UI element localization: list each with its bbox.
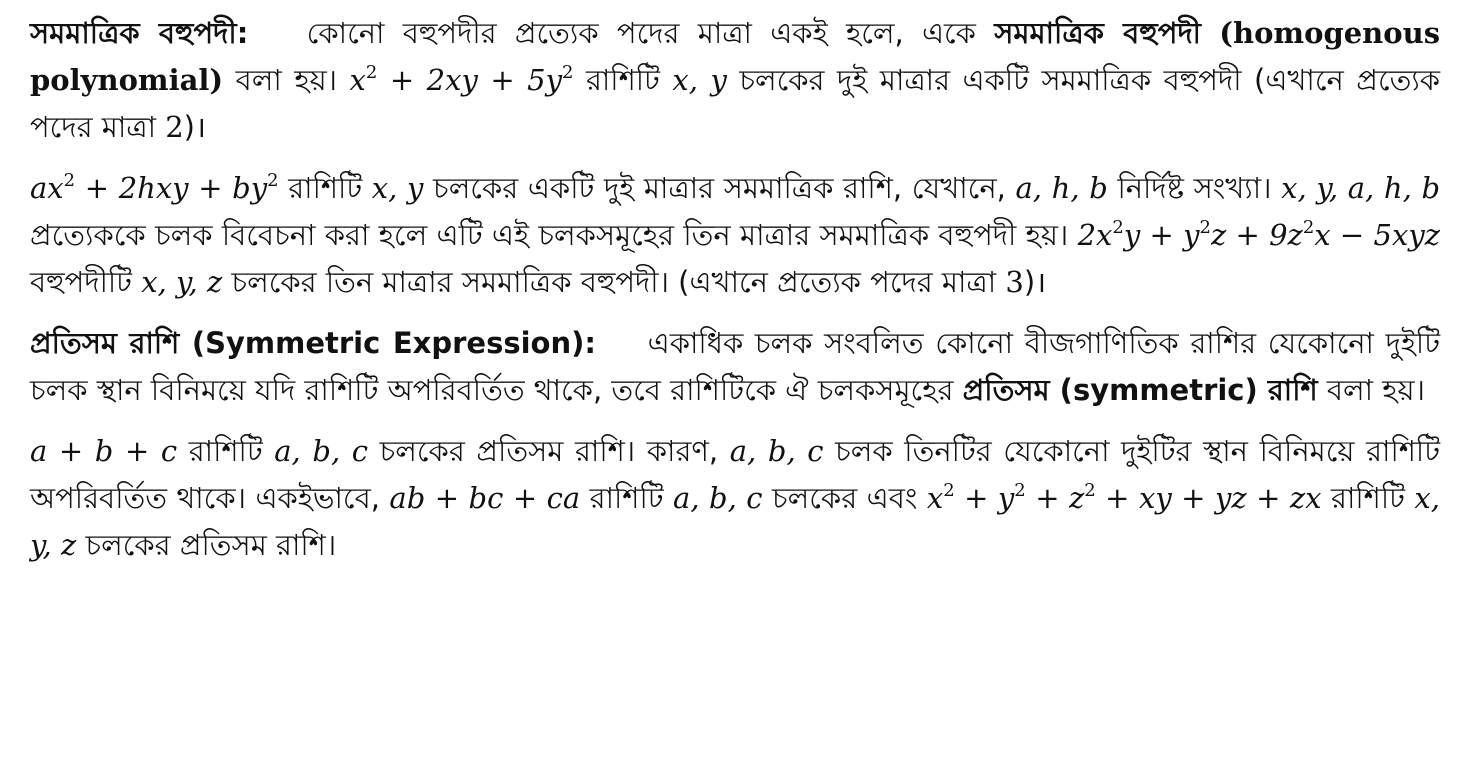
math-variables: x, y [371,171,424,205]
math-expression: $x^2 + 2xy + 5y^2$ [349,61,574,97]
math-expression: $x^2 + y^2 + z^2$ + xy + yz + zx [926,479,1322,515]
text-segment: রাশিটি [589,481,664,515]
paragraph-symmetric-definition [30,320,1440,414]
text-segment: রাশিটি [288,171,363,205]
math-variables: x, y [672,63,727,97]
document-page [30,10,1440,569]
text-segment: চলকের প্রতিসম রাশি। কারণ, [379,434,719,468]
math-number: 2 [165,110,184,144]
text-segment: চলকের তিন মাত্রার সমমাত্রিক বহুপদী। (এখানে প্রত্যেক পদের মাত্রা [231,265,997,299]
text-segment: রাশিটি [585,63,660,97]
text-segment: বহুপদীটি [30,265,132,299]
text-segment: রাশিটি [188,434,263,468]
text-segment: চলকের প্রতিসম রাশি। [85,528,337,562]
math-variables: x, y, a, h, b [1281,171,1441,205]
paragraph-symmetric-example [30,428,1440,569]
math-expression: $ax^2 + 2hxy + by^2$ [30,169,279,205]
math-variables: a, b, c [673,481,763,515]
math-variables: a, h, b [1015,171,1108,205]
math-variables: a, b, c [274,434,369,468]
text-segment: )। [1023,265,1047,299]
text-segment: রাশিটি [1331,481,1405,515]
paragraph-homogeneous-example [30,165,1440,306]
text-segment: )। [183,110,206,144]
text-segment: বলা হয়। [235,63,338,97]
text-segment: চলকের এবং [772,481,918,515]
text-segment: চলকের একটি দুই মাত্রার সমমাত্রিক রাশি, যেখানে, [433,171,1006,205]
term-homogeneous-polynomial: সমমাত্রিক বহুপদী: [30,16,249,50]
paragraph-homogeneous-definition [30,10,1440,151]
math-variables: a, b, c [729,434,824,468]
text-segment: চলক তিনটির যেকোনো দুইটির স্থান বিনিময়ে রাশিটি অপরিবর্তিত থাকে। একইভাবে, [30,434,1440,515]
math-expression: $2x^2y + y^2z + 9z^2x - 5xyz$ [1077,216,1440,252]
math-expression: ab + bc + ca [389,481,581,515]
math-number: 3 [1005,265,1024,299]
math-variables: x, y, z [30,481,1440,562]
english-term: (homogenous polynomial) [30,16,1441,97]
text-segment: বলা হয়। [1326,373,1425,407]
text-segment: চলকের দুই মাত্রার একটি সমমাত্রিক বহুপদী (এখানে প্রত্যেক পদের মাত্রা [30,63,1441,144]
text-segment: প্রত্যেককে চলক বিবেচনা করা হলে এটি এই চলকসমূহের তিন মাত্রার সমমাত্রিক বহুপদী হয়। [30,218,1069,252]
term-symmetric-expression: প্রতিসম রাশি (Symmetric Expression): [30,326,596,360]
math-variables: x, y, z [141,265,223,299]
math-expression: a + b + c [30,434,178,468]
term-symmetric-repeat: প্রতিসম (symmetric) রাশি [962,373,1318,407]
definition-text: কোনো বহুপদীর প্রত্যেক পদের মাত্রা একই হলে, একে [306,16,976,50]
term-homogeneous-polynomial-repeat: সমমাত্রিক বহুপদী [994,16,1201,50]
text-segment: নির্দিষ্ট সংখ্যা। [1117,171,1272,205]
definition-text: একাধিক চলক সংবলিত কোনো বীজগাণিতিক রাশির যেকোনো দুইটি চলক স্থান বিনিময়ে যদি রাশিটি অপরিবর্তিত থাকে, তবে রাশিটিকে ঐ চলকসমূহের [30,326,1441,407]
